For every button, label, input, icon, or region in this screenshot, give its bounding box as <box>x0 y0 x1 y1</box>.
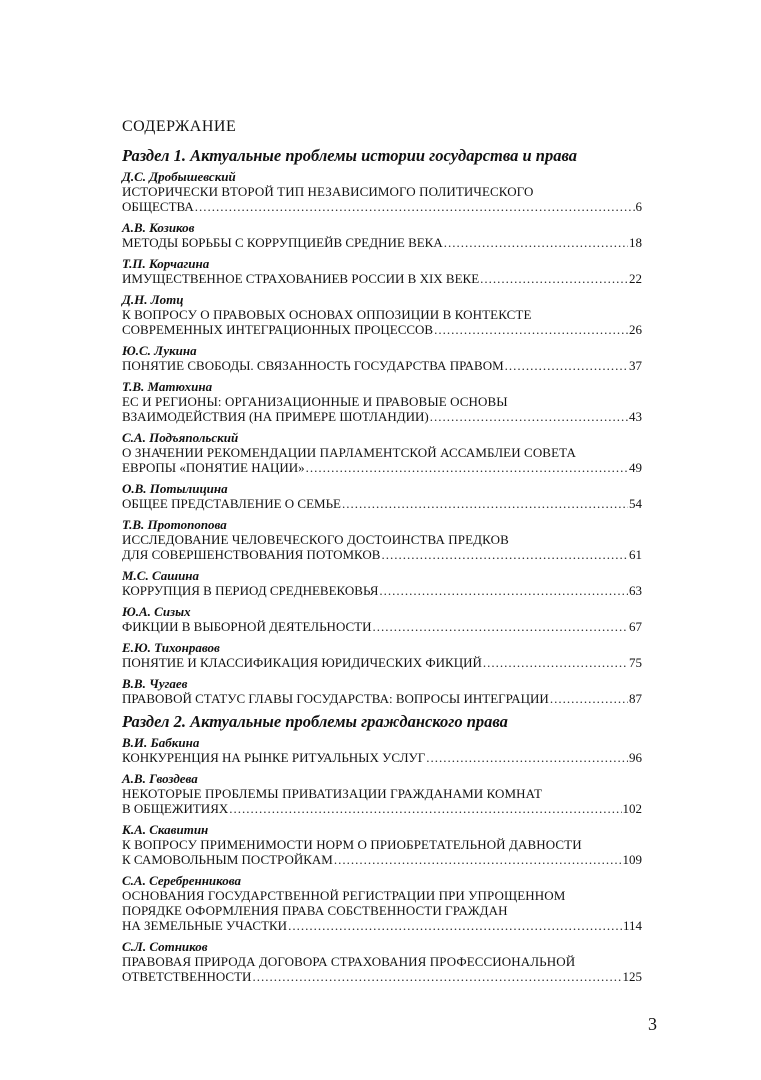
dot-leader <box>444 235 628 250</box>
dot-leader <box>550 691 628 706</box>
entry-title-row <box>122 655 642 670</box>
entry-title-line: ОСНОВАНИЯ ГОСУДАРСТВЕННОЙ РЕГИСТРАЦИИ ПРИ УПРОЩЕННОМ <box>122 888 566 903</box>
entry-title-line: В ОБЩЕЖИТИЯХ <box>122 801 229 816</box>
entry-page-number: 6 <box>635 199 642 214</box>
entry-author: Д.С. Дробышевский <box>122 169 236 184</box>
entry-title-row <box>122 619 642 634</box>
entry-page-number: 43 <box>629 409 642 424</box>
toc-entry[interactable] <box>122 430 642 475</box>
entry-title-line: ЕВРОПЫ «ПОНЯТИЕ НАЦИИ» <box>122 460 305 475</box>
entry-author: А.В. Гвоздева <box>122 771 198 786</box>
entry-title-line: СОВРЕМЕННЫХ ИНТЕГРАЦИОННЫХ ПРОЦЕССОВ <box>122 322 434 337</box>
entry-page-number: 22 <box>629 271 642 286</box>
entry-title-row <box>122 358 642 373</box>
dot-leader <box>483 655 628 670</box>
dot-leader <box>381 547 628 562</box>
entry-page-number: 102 <box>622 801 642 816</box>
toc-entry[interactable] <box>122 256 642 286</box>
dot-leader <box>373 619 629 634</box>
entry-title-line: ПОНЯТИЕ СВОБОДЫ. СВЯЗАННОСТЬ ГОСУДАРСТВА ПРАВОМ <box>122 358 504 373</box>
toc-entry[interactable] <box>122 481 642 511</box>
toc-section <box>122 146 642 706</box>
toc-entry[interactable] <box>122 822 642 867</box>
entry-author: Ю.А. Сизых <box>122 604 191 619</box>
dot-leader <box>334 852 622 867</box>
entry-title-line: ФИКЦИИ В ВЫБОРНОЙ ДЕЯТЕЛЬНОСТИ <box>122 619 372 634</box>
entry-author: Е.Ю. Тихонравов <box>122 640 220 655</box>
dot-leader <box>342 496 628 511</box>
entry-title-line: МЕТОДЫ БОРЬБЫ С КОРРУПЦИЕЙВ СРЕДНИЕ ВЕКА <box>122 235 443 250</box>
entry-page-number: 54 <box>629 496 642 511</box>
entry-title-row <box>122 852 642 867</box>
entry-title-line: НЕКОТОРЫЕ ПРОБЛЕМЫ ПРИВАТИЗАЦИИ ГРАЖДАНАМИ КОМНАТ <box>122 786 543 801</box>
entry-title-row <box>122 460 642 475</box>
entry-page-number: 61 <box>629 547 642 562</box>
dot-leader <box>480 271 628 286</box>
entry-title-row <box>122 199 642 214</box>
entry-author: С.А. Подъяпольский <box>122 430 239 445</box>
entry-title-row <box>122 918 642 933</box>
entry-author: А.В. Козиков <box>122 220 195 235</box>
toc-entry[interactable] <box>122 379 642 424</box>
toc-entry[interactable] <box>122 939 642 984</box>
entry-title-line: ПОРЯДКЕ ОФОРМЛЕНИЯ ПРАВА СОБСТВЕННОСТИ ГРАЖДАН <box>122 903 508 918</box>
entry-title-line: К ВОПРОСУ ПРИМЕНИМОСТИ НОРМ О ПРИОБРЕТАТЕЛЬНОЙ ДАВНОСТИ <box>122 837 582 852</box>
toc-entry[interactable] <box>122 676 642 706</box>
entry-title-line: ИМУЩЕСТВЕННОЕ СТРАХОВАНИЕВ РОССИИ В XIX ВЕКЕ <box>122 271 480 286</box>
entry-author: Д.Н. Лотц <box>122 292 184 307</box>
entry-title-line: ОБЩЕЕ ПРЕДСТАВЛЕНИЕ О СЕМЬЕ <box>122 496 341 511</box>
entry-author: К.А. Скавитин <box>122 822 209 837</box>
dot-leader <box>379 583 628 598</box>
dot-leader <box>195 199 635 214</box>
entry-page-number: 114 <box>622 918 642 933</box>
entry-title-row <box>122 235 642 250</box>
entry-page-number: 87 <box>629 691 642 706</box>
toc-entry[interactable] <box>122 640 642 670</box>
entry-title-line: О ЗНАЧЕНИИ РЕКОМЕНДАЦИИ ПАРЛАМЕНТСКОЙ АССАМБЛЕИ СОВЕТА <box>122 445 577 460</box>
entry-title-line: НА ЗЕМЕЛЬНЫЕ УЧАСТКИ <box>122 918 288 933</box>
dot-leader <box>505 358 628 373</box>
entry-title-line: ОБЩЕСТВА <box>122 199 194 214</box>
entry-title-row <box>122 496 642 511</box>
toc-entry[interactable] <box>122 292 642 337</box>
dot-leader <box>252 969 621 984</box>
dot-leader <box>426 750 628 765</box>
entry-title-line: ИССЛЕДОВАНИЕ ЧЕЛОВЕЧЕСКОГО ДОСТОИНСТВА ПРЕДКОВ <box>122 532 509 547</box>
entry-author: Ю.С. Лукина <box>122 343 197 358</box>
toc-section <box>122 712 642 984</box>
entry-title-line: ОТВЕТСТВЕННОСТИ <box>122 969 252 984</box>
entry-page-number: 26 <box>629 322 642 337</box>
toc-entry[interactable] <box>122 735 642 765</box>
entry-title-row <box>122 322 642 337</box>
entry-title-line: ПРАВОВАЯ ПРИРОДА ДОГОВОРА СТРАХОВАНИЯ ПРОФЕССИОНАЛЬНОЙ <box>122 954 576 969</box>
entry-title-row <box>122 801 642 816</box>
entry-title-row <box>122 271 642 286</box>
entry-title-line: КОНКУРЕНЦИЯ НА РЫНКЕ РИТУАЛЬНЫХ УСЛУГ <box>122 750 426 765</box>
entry-title-row <box>122 547 642 562</box>
entry-page-number: 125 <box>622 969 642 984</box>
entry-title-line: ПОНЯТИЕ И КЛАССИФИКАЦИЯ ЮРИДИЧЕСКИХ ФИКЦИЙ <box>122 655 482 670</box>
entry-title-line: ЕС И РЕГИОНЫ: ОРГАНИЗАЦИОННЫЕ И ПРАВОВЫЕ ОСНОВЫ <box>122 394 508 409</box>
toc-list <box>122 146 642 990</box>
dot-leader <box>306 460 628 475</box>
entry-page-number: 109 <box>622 852 642 867</box>
entry-title-row <box>122 409 642 424</box>
dot-leader <box>229 801 621 816</box>
dot-leader <box>434 322 628 337</box>
dot-leader <box>430 409 628 424</box>
entry-author: Т.П. Корчагина <box>122 256 210 271</box>
toc-entry[interactable] <box>122 220 642 250</box>
toc-entry[interactable] <box>122 169 642 214</box>
entry-author: Т.В. Матюхина <box>122 379 213 394</box>
entry-page-number: 96 <box>629 750 642 765</box>
entry-author: В.И. Бабкина <box>122 735 200 750</box>
entry-title-line: ПРАВОВОЙ СТАТУС ГЛАВЫ ГОСУДАРСТВА: ВОПРОСЫ ИНТЕГРАЦИИ <box>122 691 549 706</box>
toc-entry[interactable] <box>122 568 642 598</box>
entry-title-line: К САМОВОЛЬНЫМ ПОСТРОЙКАМ <box>122 852 333 867</box>
entry-page-number: 75 <box>629 655 642 670</box>
toc-heading: СОДЕРЖАНИЕ <box>122 118 237 135</box>
toc-entry[interactable] <box>122 771 642 816</box>
entry-author: С.Л. Сотников <box>122 939 208 954</box>
entry-title-line: ИСТОРИЧЕСКИ ВТОРОЙ ТИП НЕЗАВИСИМОГО ПОЛИТИЧЕСКОГО <box>122 184 534 199</box>
entry-author: С.А. Серебренникова <box>122 873 241 888</box>
entry-page-number: 67 <box>629 619 642 634</box>
entry-author: О.В. Потылицина <box>122 481 228 496</box>
page-number: 3 <box>648 1014 657 1034</box>
entry-author: Т.В. Протопопова <box>122 517 227 532</box>
toc-entry[interactable] <box>122 343 642 373</box>
entry-author: М.С. Сашина <box>122 568 200 583</box>
entry-author: В.В. Чугаев <box>122 676 188 691</box>
toc-entry[interactable] <box>122 873 642 933</box>
entry-title-line: ВЗАИМОДЕЙСТВИЯ (НА ПРИМЕРЕ ШОТЛАНДИИ) <box>122 409 429 424</box>
entry-title-line: ДЛЯ СОВЕРШЕНСТВОВАНИЯ ПОТОМКОВ <box>122 547 381 562</box>
entry-title-line: К ВОПРОСУ О ПРАВОВЫХ ОСНОВАХ ОППОЗИЦИИ В КОНТЕКСТЕ <box>122 307 532 322</box>
section-title: Раздел 1. Актуальные проблемы истории государства и права <box>122 146 577 165</box>
entry-title-line: КОРРУПЦИЯ В ПЕРИОД СРЕДНЕВЕКОВЬЯ <box>122 583 379 598</box>
toc-entry[interactable] <box>122 517 642 562</box>
dot-leader <box>288 918 622 933</box>
entry-title-row <box>122 750 642 765</box>
entry-title-row <box>122 583 642 598</box>
entry-page-number: 63 <box>629 583 642 598</box>
entry-page-number: 49 <box>629 460 642 475</box>
toc-entry[interactable] <box>122 604 642 634</box>
section-title: Раздел 2. Актуальные проблемы гражданского права <box>122 712 508 731</box>
entry-title-row <box>122 691 642 706</box>
entry-title-row <box>122 969 642 984</box>
entry-page-number: 18 <box>629 235 642 250</box>
entry-page-number: 37 <box>629 358 642 373</box>
